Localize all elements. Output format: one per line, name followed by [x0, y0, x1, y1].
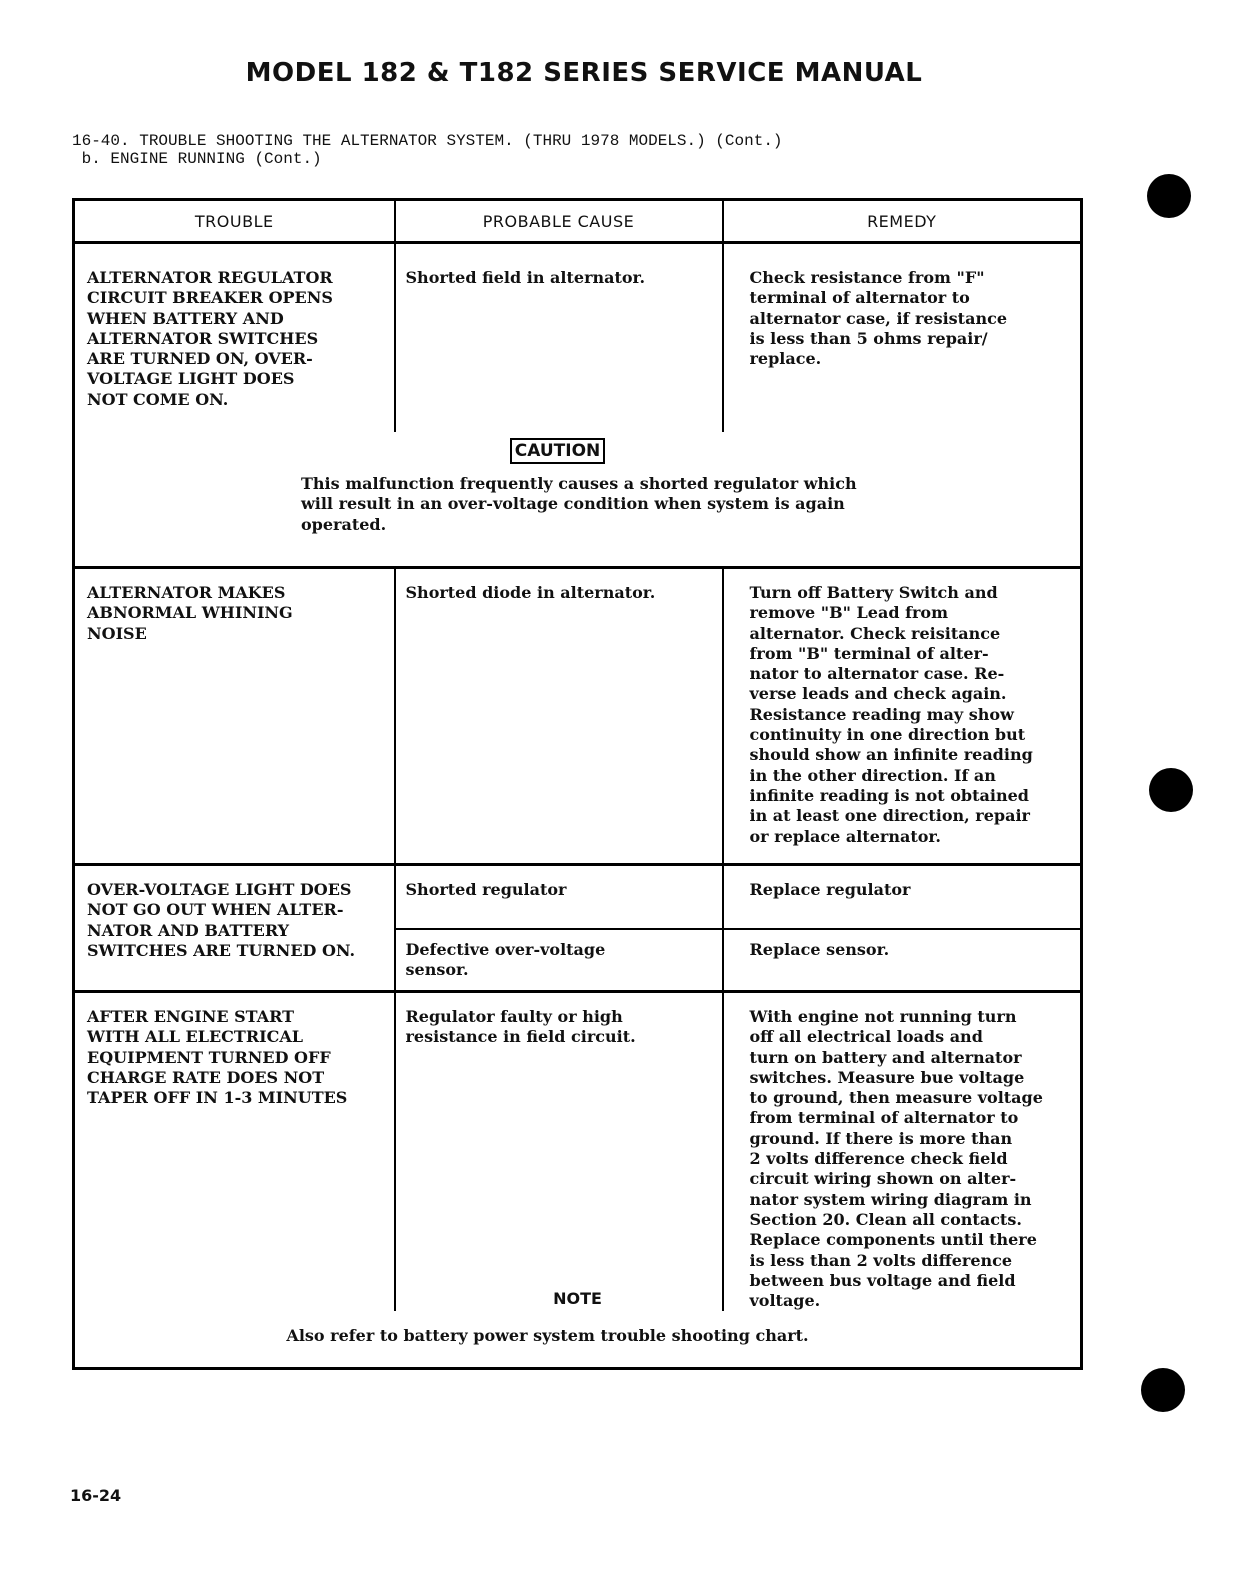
section-heading-line1: 16-40. TROUBLE SHOOTING THE ALTERNATOR SYSTEM. (THRU 1978 MODELS.) (Cont.) [72, 132, 783, 150]
binder-hole-icon [1141, 1368, 1185, 1412]
remedy-cell: Turn off Battery Switch and remove "B" Lead from alternator. Check reisitance from "B" terminal of alter- nator to alternator case. Re- verse leads and check again. Resistance reading may show continuity in one direction but should show an infinite reading in the other direction. If an infinite reading is not obtained in at least one direction, repair or replace alternator. [749, 583, 1033, 846]
table-row [74, 865, 1082, 930]
section-heading [72, 132, 783, 168]
note-label: NOTE [553, 1289, 602, 1309]
note-row [74, 1311, 1082, 1369]
manual-title: MODEL 182 & T182 SERIES SERVICE MANUAL [245, 58, 923, 88]
remedy-cell: Replace regulator [749, 880, 911, 899]
table-row [74, 243, 1082, 433]
caution-text: This malfunction frequently causes a shorted regulator which will result in an over-voltage condition when system is again operated. [301, 474, 857, 534]
note-text: Also refer to battery power system trouble shooting chart. [286, 1326, 809, 1346]
page-number: 16-24 [70, 1486, 122, 1505]
binder-hole-icon [1147, 174, 1191, 218]
header-probable-cause: PROBABLE CAUSE [395, 200, 723, 243]
cause-cell: Shorted field in alternator. [405, 268, 646, 287]
cause-cell: Regulator faulty or high resistance in field circuit. [405, 1007, 636, 1047]
header-trouble: TROUBLE [74, 200, 395, 243]
trouble-cell: ALTERNATOR MAKES ABNORMAL WHINING NOISE [87, 583, 293, 643]
remedy-cell: With engine not running turn off all electrical loads and turn on battery and alternator switches. Measure bue voltage to ground, then measure voltage from terminal of alternator to ground. If there is more than 2 volts difference check field circuit wiring shown on alter- nator system wiring diagram in Section 20. Clean all contacts. Replace components until there is less than 2 volts difference between bus voltage and field voltage. [749, 1007, 1043, 1311]
header-remedy: REMEDY [723, 200, 1082, 243]
table-row [74, 992, 1082, 1312]
cause-cell: Shorted regulator [405, 880, 567, 899]
troubleshooting-table [72, 198, 1083, 1370]
trouble-cell: OVER-VOLTAGE LIGHT DOES NOT GO OUT WHEN ALTER- NATOR AND BATTERY SWITCHES ARE TURNED ON. [87, 880, 356, 960]
section-heading-line2: b. ENGINE RUNNING (Cont.) [81, 150, 322, 168]
cause-cell: Shorted diode in alternator. [405, 583, 656, 602]
trouble-cell: ALTERNATOR REGULATOR CIRCUIT BREAKER OPENS WHEN BATTERY AND ALTERNATOR SWITCHES ARE TURNED ON, OVER- VOLTAGE LIGHT DOES NOT COME ON. [87, 268, 333, 409]
caution-label: CAUTION [510, 438, 606, 464]
cause-cell: Defective over-voltage sensor. [405, 940, 606, 980]
table-header-row [74, 200, 1082, 243]
caution-row [74, 432, 1082, 568]
table-row [74, 568, 1082, 865]
remedy-cell: Check resistance from "F" terminal of alternator to alternator case, if resistance is less than 5 ohms repair/ replace. [749, 268, 1007, 369]
binder-hole-icon [1149, 768, 1193, 812]
trouble-cell: AFTER ENGINE START WITH ALL ELECTRICAL EQUIPMENT TURNED OFF CHARGE RATE DOES NOT TAPER OFF IN 1-3 MINUTES [87, 1007, 348, 1108]
remedy-cell: Replace sensor. [749, 940, 890, 959]
